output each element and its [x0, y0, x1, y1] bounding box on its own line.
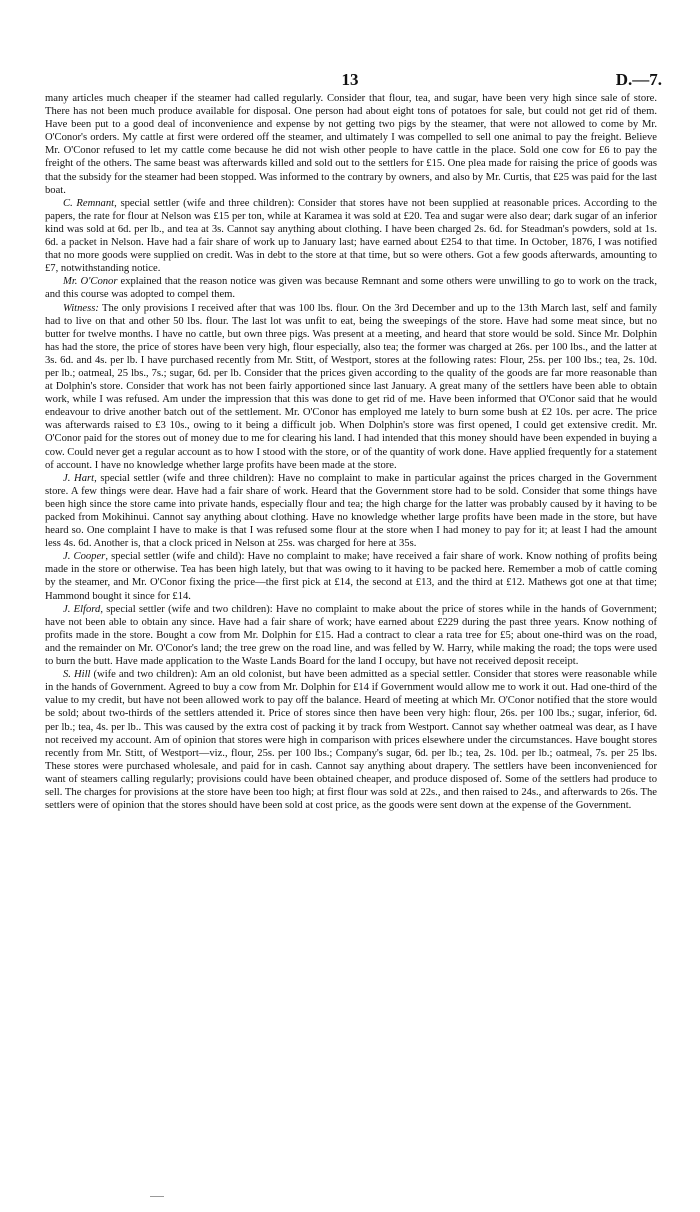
page-number: 13: [341, 70, 359, 89]
paragraph: [45, 603, 657, 668]
witness-name: J. Cooper: [63, 551, 106, 563]
paragraph: [45, 550, 657, 602]
paragraph: [45, 197, 657, 276]
paragraph: [45, 472, 657, 551]
paragraph-text: , special settler (wife and child): Have no complaint to make; have received a fair share of work. Know nothing of profits being made in the store or otherwise. Tea has been high lately, but that was owing to it having to be packed here. Remember a mob of cattle coming by the steamer, and Mr. O'Conor fixing the price—the first pick at £14, the second at £13, and the third at £12. Mathews got one at that time; Hammond bought it since for £14.: [45, 551, 657, 602]
paragraph-text: , special settler (wife and three children): Consider that stores have not been supplied at reasonable prices. According to the papers, the rate for flour at Nelson was £15 per ton, while at Karamea it was sold at £20. Tea and sugar were also dear; dark sugar of an inferior kind was sold at 6d. per lb., and tea at 3s. Cannot say anything about clothing. I have been charged 2s. 6d. for Steadman's powders, sold at 1s. 6d. a packet in Nelson. Have had a fair share of work up to January last; have earned about £254 to that time. In October, 1876, I was notified that no more goods were supplied on credit. Was in debt to the store at that time, but so were others. Got a few goods afterwards, amounting to £7, notwithstanding notice.: [45, 197, 657, 275]
document-reference: D.—7.: [615, 70, 662, 89]
witness-name: J. Hart: [63, 472, 95, 484]
body-text: [45, 92, 657, 812]
paragraph-text: (wife and two children): Am an old colonist, but have been admitted as a special settler. Consider that stores were reasonable while in the hands of Government. Agreed to buy a cow from Mr. Dolphin for £14 if Government would allow me to work it out. Had one-third of the value to my credit, but have not been allowed work to pay off the balance. Heard of meeting at which Mr. O'Conor notified that the store would be sold; about two-thirds of the settlers attended it. Price of stores since then have been very high: flour, 26s. per 100 lbs.; sugar, inferior, 6d. per lb.; tea, 4s. per lb.. This was caused by the extra cost of packing it by track from Westport. Cannot say whether oatmeal was dear, as I have not received my account. Am of opinion that stores were high in comparison with prices elsewhere under the circumstances. Have bought stores recently from Mr. Stitt, of Westport—viz., flour, 25s. per 100 lbs.; Company's sugar, 6d. per lb.; tea, 2s. 10d. per lb.; oatmeal, 7s. per 25 lbs. These stores were purchased wholesale, and paid for in cash. Cannot say anything about drapery. The settlers have been inconvenienced for want of steamers calling regularly; provisions could have been obtained cheaper, and produce disposed of. Some of the settlers had produce to sell. The charges for provisions at the store have been too high; at first flour was sold at 22s., and then raised to 24s., and afterwards to 26s. The settlers were of opinion that the stores should have been sold at cost price, as the goods were sent down at the expense of the Government.: [45, 669, 657, 812]
paragraph: [45, 275, 657, 301]
paragraph: [45, 668, 657, 812]
witness-name: C. Remnant: [63, 197, 115, 209]
paragraph-text: The only provisions I received after that was 100 lbs. flour. On the 3rd December and up to the 13th March last, self and family had to live on that and other 50 lbs. flour. The last lot was unfit to eat, being the sweepings of the store. Have had some meat since, but no butter for twelve months. I have no cattle, but own three pigs. Was present at a meeting, and heard that store would be sold. Since Mr. Dolphin has had the store, the price of stores have been very high, flour especially, also tea; the former was charged at 26s. per 100 lbs., and the latter at 3s. 6d. and 4s. per lb. I have purchased recently from Mr. Stitt, of Westport, stores at the following rates: Flour, 25s. per 100 lbs.; tea, 2s. 10d. per lb.; oatmeal, 25 lbs., 7s.; sugar, 6d. per lb. Consider that the prices given according to the quality of the goods are far more reasonable than at Dolphin's store. Consider that work has not been fairly apportioned since last January. A great many of the settlers have been able to obtain work, while I was refused. Am under the impression that this was done to get rid of me. Have been informed that O'Conor said that he would endeavour to drive another batch out of the settlement. Mr. O'Conor has employed me lately to burn some bush at £2 10s. per acre. The price was afterwards raised to £3 10s., owing to it being a difficult job. When Dolphin's store was first opened, I could get extensive credit. Mr. O'Conor paid for the stores out of money due to me for clearing his land. I had intended that this money should have been expended in buying a cow. Could never get a regular account as to how I stood with the store, or of the quantity of work done. Have applied frequently for a statement of account. I have no knowledge whether large profits have been made at the store.: [45, 302, 657, 471]
paragraph-text: , special settler (wife and two children): Have no complaint to make about the price of stores while in the hands of Government; have not been able to obtain any since. Have had a fair share of work; have earned about £229 during the past three years. Know nothing of profits made in the store. Bought a cow from Mr. Dolphin for £15. Had a contract to clear a rata tree for £5; about one-third was on the road, and the remainder on Mr. O'Conor's land; the tree grew on the road line, and was felled by W. Harry, while making the road; the tops were used to burn the butt. Have made application to the Waste Lands Board for the land I occupy, but have not received deposit receipt.: [45, 603, 657, 668]
witness-name: S. Hill: [63, 669, 91, 681]
paragraph: [45, 302, 657, 472]
witness-name: Witness:: [63, 302, 99, 314]
witness-name: J. Elford: [63, 603, 101, 615]
paragraph-text: , special settler (wife and three children): Have no complaint to make in particular against the prices charged in the Government store. A few things were dear. Have had a fair share of work. Heard that the Government store had to be sold. Consider that some things have been high since the store came into private hands, especially flour and tea; the high charge for the latter was probably caused by it having to be packed from Mokihinui. Cannot say anything about clothing. Have no knowledge whether large profits have been made in the store, but have heard so. One complaint I have to make is that I was refused some flour at the store when I had money to pay for it; at least I had the amount less 4s. 6d. Another is, that a clock priced in Nelson at 25s. was charged for here at 35s.: [45, 472, 657, 550]
footer-rule: [150, 1196, 164, 1197]
paragraph: [45, 92, 657, 197]
paragraph-text: many articles much cheaper if the steamer had called regularly. Consider that flour, tea, and sugar, have been very high since sale of store. There has not been much produce available for disposal. One person had about eight tons of potatoes for sale, but could not get rid of them. Have been put to a good deal of inconvenience and expense by not getting two pigs by the steamer, that were not allowed to come by Mr. O'Conor's orders. My cattle at first were ordered off the steamer, and ultimately I was compelled to sell one animal to pay the freight. Believe Mr. O'Conor refused to let my cattle come because he did not wish other people to have cattle in the place. Sold one cow for £6 to pay the freight of the others. The same beast was afterwards killed and sold out to the settlers for £15. One plea made for raising the price of goods was that the subsidy for the steamer had been stopped. Was informed to the contrary by owners, and also by Mr. Curtis, that £25 was paid for the last boat.: [45, 93, 657, 196]
witness-name: Mr. O'Conor: [63, 276, 118, 288]
paragraph-text: explained that the reason notice was given was because Remnant and some others were unwilling to go to work on the track, and this course was adopted to compel them.: [45, 276, 657, 301]
